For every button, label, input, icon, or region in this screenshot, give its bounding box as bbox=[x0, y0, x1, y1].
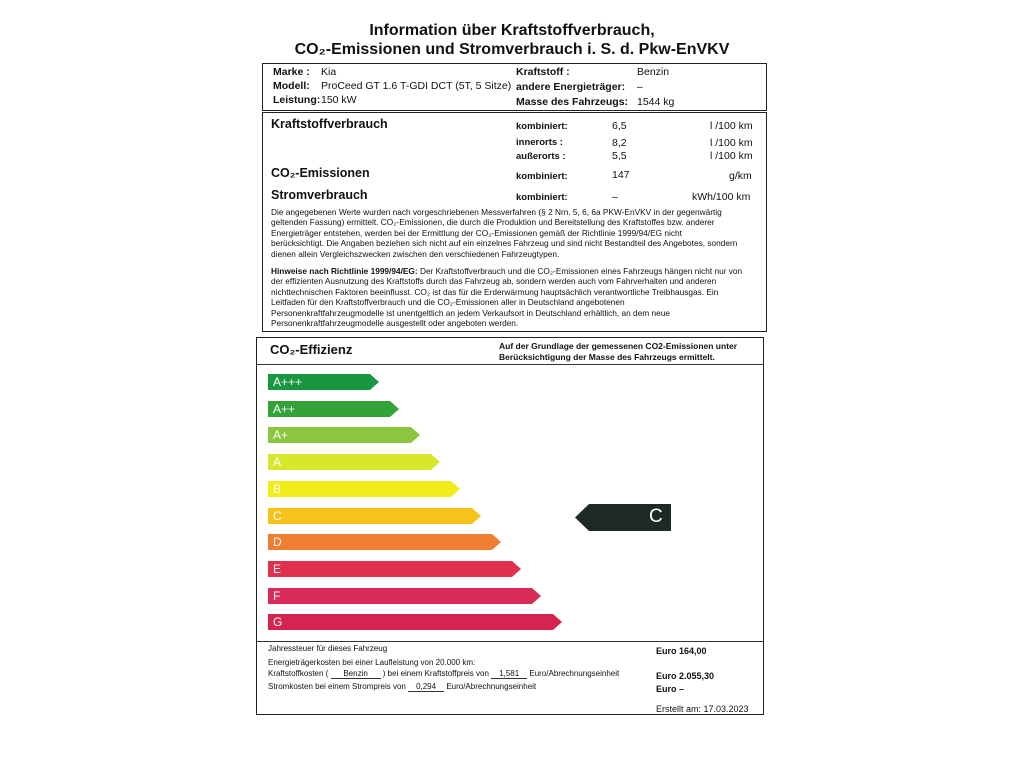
efficiency-title: CO₂-Effizienz bbox=[270, 342, 353, 357]
strom-kosten-suffix: Euro/Abrechnungseinheit bbox=[446, 682, 537, 691]
strom-unit: kWh/100 km bbox=[692, 191, 751, 203]
strom-label: kombiniert: bbox=[516, 192, 568, 203]
co2-label: kombiniert: bbox=[516, 171, 568, 182]
strom-kosten-value: Euro – bbox=[656, 684, 685, 694]
efficiency-class-e bbox=[268, 561, 521, 577]
directive-note-line: nichttechnischen Faktoren beeinflusst. CO₂ ist das für die Erderwärmung hauptsächlich verantwortliche Treibhausgas. Ein bbox=[271, 286, 719, 297]
legal-note-line: geltenden Fassung) ermittelt. CO₂-Emissionen, die durch die Produktion und Bereitstellung des Kraftstoffes bzw. anderer bbox=[271, 217, 715, 228]
kraftstoff-label: Kraftstoff : bbox=[516, 66, 570, 78]
efficiency-class-label: A bbox=[273, 455, 282, 469]
kombiniert-unit: l /100 km bbox=[710, 120, 753, 132]
ausserorts-value: 5,5 bbox=[612, 150, 627, 162]
steuer-label: Jahressteuer für dieses Fahrzeug bbox=[268, 644, 388, 653]
directive-note-line: Personenkraftfahrzeugmodelle ist unentgeltlich an jedem Verkaufsort in Deutschland erhältlich, an dem neue bbox=[271, 307, 670, 318]
efficiency-class-aplus bbox=[268, 427, 420, 443]
kombiniert-value: 6,5 bbox=[612, 120, 627, 132]
co2-value: 147 bbox=[612, 169, 630, 181]
marke-label: Marke : bbox=[273, 66, 310, 78]
masse-label: Masse des Fahrzeugs: bbox=[516, 96, 629, 108]
innerorts-unit: l /100 km bbox=[710, 137, 753, 149]
directive-note-line: Leitfaden für den Kraftstoffverbrauch und die CO₂-Emissionen aller in Deutschland angebotenen bbox=[271, 297, 625, 308]
legal-note-paragraph bbox=[271, 207, 763, 259]
innerorts-value: 8,2 bbox=[612, 137, 627, 149]
legal-note-line: berücksichtigt. Die Angaben beziehen sich nicht auf ein einzelnes Fahrzeug und sind nicht Bestandteil des Angebotes, sondern bbox=[271, 238, 738, 249]
steuer-value: Euro 164,00 bbox=[656, 646, 707, 656]
leistung-label: Leistung: bbox=[273, 94, 321, 106]
leistung-value: 150 kW bbox=[321, 94, 357, 106]
kraftstoff-kosten-mid: ) bei einem Kraftstoffpreis von bbox=[382, 669, 489, 678]
legal-note-line: dienen allein Vergleichszwecken zwischen den verschiedenen Fahrzeugtypen. bbox=[271, 248, 560, 259]
efficiency-class-label: B bbox=[273, 482, 282, 496]
header-title-line2: CO₂-Emissionen und Stromverbrauch i. S. d. Pkw-EnVKV bbox=[294, 41, 730, 58]
co2-unit: g/km bbox=[729, 170, 752, 182]
strom-kosten-line bbox=[268, 682, 536, 692]
efficiency-class-c bbox=[268, 508, 481, 524]
efficiency-class-label: G bbox=[273, 615, 283, 629]
energie-kosten-line: Energieträgerkosten bei einer Laufleistung von 20.000 km: bbox=[268, 658, 476, 667]
kraftstoff-value: Benzin bbox=[637, 66, 670, 78]
efficiency-rating-indicator bbox=[575, 504, 671, 531]
kraftstoff-type: Benzin bbox=[331, 669, 381, 679]
efficiency-class-aplusplus bbox=[268, 401, 399, 417]
kraftstoffverbrauch-title: Kraftstoffverbrauch bbox=[271, 117, 388, 131]
efficiency-class-b bbox=[268, 481, 460, 497]
efficiency-class-d bbox=[268, 534, 501, 550]
efficiency-class-label: A++ bbox=[273, 402, 296, 416]
efficiency-note-line: Auf der Grundlage der gemessenen CO2-Emissionen unter bbox=[499, 341, 738, 351]
efficiency-class-a bbox=[268, 454, 440, 470]
kraftstoff-price: 1,581 bbox=[491, 669, 527, 679]
ausserorts-label: außerorts : bbox=[516, 151, 566, 162]
co2-title: CO₂-Emissionen bbox=[271, 166, 370, 180]
efficiency-note bbox=[499, 341, 737, 363]
kraftstoff-kosten-value: Euro 2.055,30 bbox=[656, 671, 715, 681]
efficiency-class-label: C bbox=[273, 509, 282, 523]
directive-note-line: Der Kraftstoffverbrauch und die CO₂-Emissionen eines Fahrzeugs hängen nicht nur von bbox=[417, 266, 743, 276]
masse-value: 1544 kg bbox=[637, 96, 675, 108]
strom-kosten-prefix: Stromkosten bei einem Strompreis von bbox=[268, 682, 406, 691]
rating-label: C bbox=[649, 506, 663, 527]
efficiency-class-aplusplusplus bbox=[268, 374, 379, 390]
modell-label: Modell: bbox=[273, 80, 310, 92]
efficiency-class-label: F bbox=[273, 589, 281, 603]
strom-value: – bbox=[612, 191, 618, 203]
legal-note-line: Die angegebenen Werte wurden nach vorgeschriebenen Messverfahren (§ 2 Nrn. 5, 6, 6a PKW-EnVKV in der gegenwärtig bbox=[271, 207, 722, 217]
directive-note-line: Personenkraftfahrzeugmodelle ausgestellt oder angeboten werden. bbox=[271, 318, 519, 329]
kraftstoff-kosten-suffix: Euro/Abrechnungseinheit bbox=[529, 669, 620, 678]
efficiency-class-label: E bbox=[273, 562, 282, 576]
kraftstoff-kosten-line bbox=[268, 669, 619, 679]
directive-note-heading: Hinweise nach Richtlinie 1999/94/EG: bbox=[271, 266, 418, 276]
efficiency-class-label: A+++ bbox=[273, 375, 303, 389]
header-title-line1: Information über Kraftstoffverbrauch, bbox=[369, 22, 655, 39]
kraftstoff-kosten-prefix: Kraftstoffkosten ( bbox=[268, 669, 329, 678]
modell-value: ProCeed GT 1.6 T-GDI DCT (5T, 5 Sitze) bbox=[321, 80, 512, 92]
marke-value: Kia bbox=[321, 66, 337, 78]
costs-divider bbox=[256, 641, 764, 642]
efficiency-header-divider bbox=[256, 364, 764, 365]
legal-note-line: Energieträger entstehen, werden bei der Ermittlung der CO₂-Emissionen gemäß der Richtlinie 1999/94/EG nicht bbox=[271, 227, 682, 238]
innerorts-label: innerorts : bbox=[516, 137, 563, 148]
strom-price: 0,294 bbox=[408, 682, 444, 692]
energie-value: – bbox=[637, 81, 643, 93]
kombiniert-label: kombiniert: bbox=[516, 121, 568, 132]
ausserorts-unit: l /100 km bbox=[710, 150, 753, 162]
erstellt-date: Erstellt am: 17.03.2023 bbox=[656, 704, 749, 714]
stromverbrauch-title: Stromverbrauch bbox=[271, 188, 368, 202]
energie-label: andere Energieträger: bbox=[516, 81, 626, 93]
directive-note-paragraph bbox=[271, 266, 763, 328]
efficiency-class-f bbox=[268, 588, 541, 604]
efficiency-class-label: D bbox=[273, 535, 282, 549]
efficiency-class-g bbox=[268, 614, 562, 630]
directive-note-line: der effizienten Ausnutzung des Kraftstoffs durch das Fahrzeug ab, sondern werden auch vom Fahrverhalten und anderen bbox=[271, 276, 717, 287]
efficiency-class-label: A+ bbox=[273, 428, 289, 442]
efficiency-note-line: Berücksichtigung der Masse des Fahrzeugs ermittelt. bbox=[499, 352, 715, 362]
